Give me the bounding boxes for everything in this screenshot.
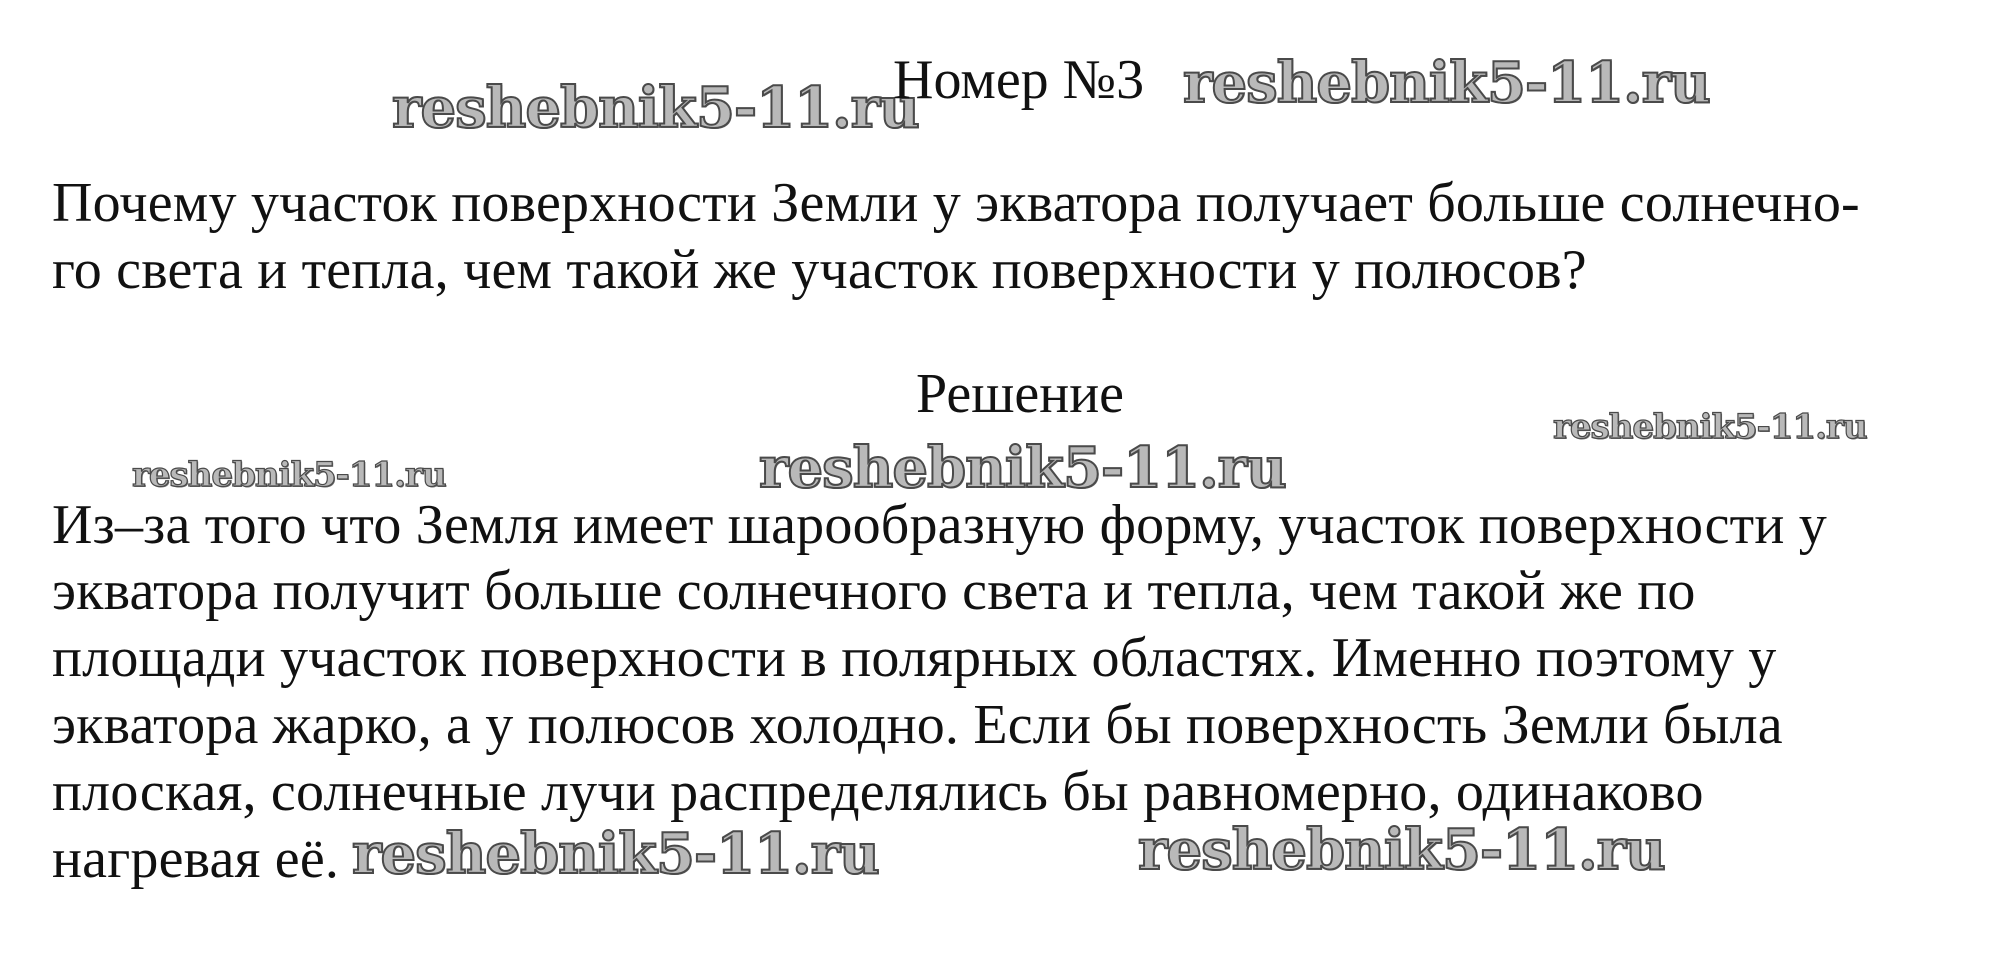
page-title: Номер №3	[893, 49, 1145, 111]
answer-line: нагревая её.	[52, 828, 340, 890]
question-line: Почему участок поверхности Земли у экватора получает больше солнечно-	[52, 172, 1860, 234]
answer-line: плоская, солнечные лучи распределялись бы равномерно, одинаково	[52, 761, 1704, 823]
answer-line: экватора получит больше солнечного света и тепла, чем такой же по	[52, 560, 1696, 622]
solution-heading: Решение	[916, 363, 1125, 425]
watermark: reshebnik5-11.ru	[1183, 50, 1710, 116]
watermark: reshebnik5-11.ru	[1138, 817, 1665, 883]
watermark: reshebnik5-11.ru	[132, 455, 446, 495]
watermark: reshebnik5-11.ru	[392, 75, 919, 141]
watermark: reshebnik5-11.ru	[1553, 407, 1867, 447]
answer-line: площади участок поверхности в полярных областях. Именно поэтому у	[52, 627, 1777, 689]
answer-line: экватора жарко, а у полюсов холодно. Если бы поверхность Земли была	[52, 694, 1783, 756]
answer-line: Из–за того что Земля имеет шарообразную форму, участок поверхности у	[52, 494, 1827, 556]
question-line: го света и тепла, чем такой же участок поверхности у полюсов?	[52, 239, 1587, 301]
watermark: reshebnik5-11.ru	[352, 821, 879, 887]
watermark: reshebnik5-11.ru	[759, 435, 1286, 501]
